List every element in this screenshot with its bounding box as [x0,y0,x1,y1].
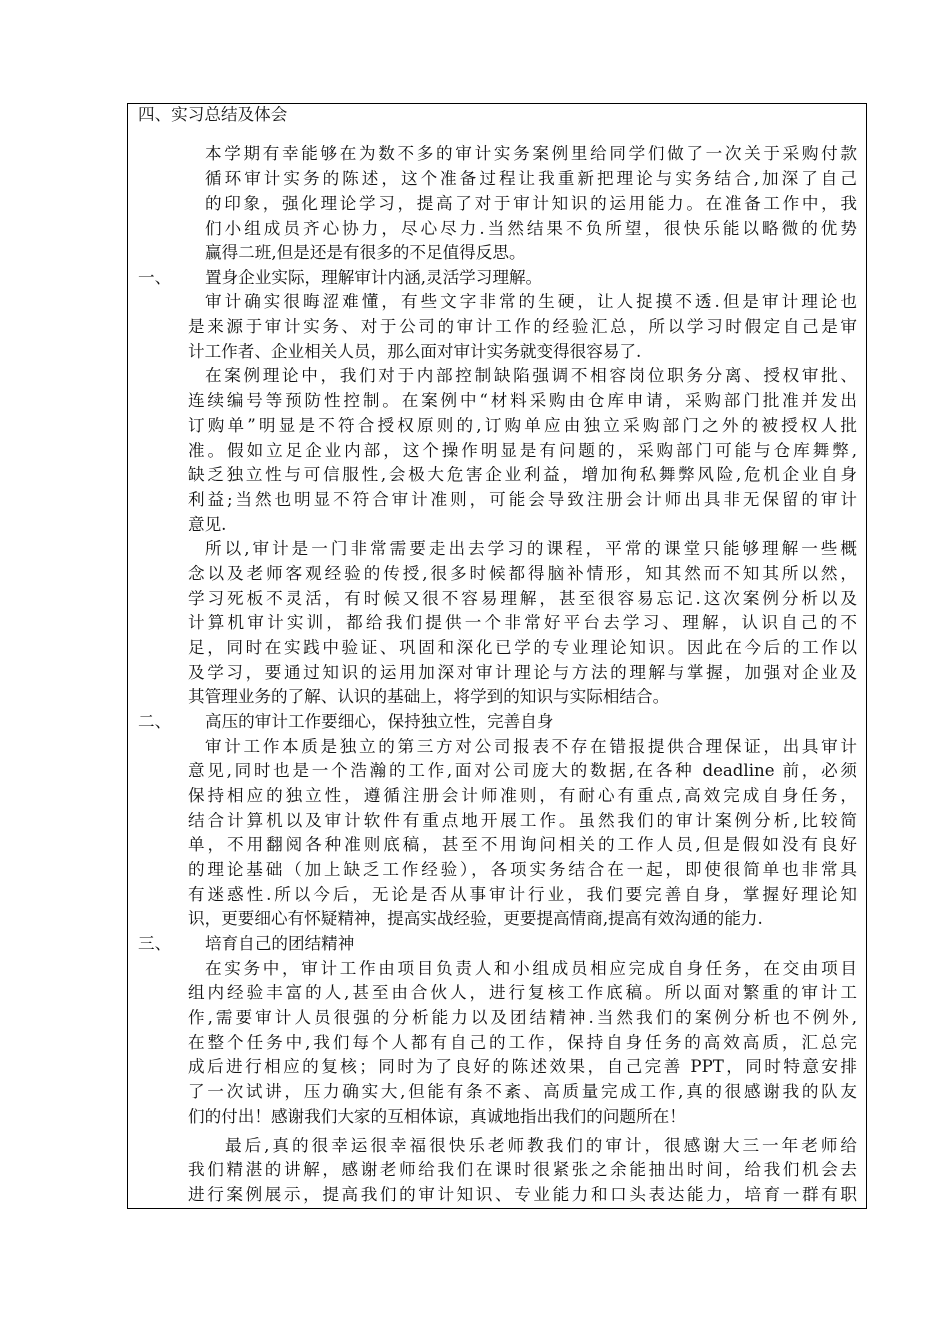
intro-line: 们小组成员齐心协力，尽心尽力.当然结果不负所望，很快乐能以略微的优势 [205,219,857,238]
closing-line: 进行案例展示，提高我们的审计知识、专业能力和口头表达能力，培育一群有职 [188,1185,857,1204]
point-number: 二、 [138,712,172,731]
paragraph-line: 订购单”明显是不符合授权原则的,订购单应由独立采购部门之外的被授权人批 [188,416,857,435]
paragraph-line: 利益;当然也明显不符合审计准则，可能会导致注册会计师出具非无保留的审计 [188,490,857,509]
paragraph-line: 成后进行相应的复核；同时为了良好的陈述效果，自己完善 PPT，同时特意安排 [188,1057,857,1076]
paragraph-line: 及学习，要通过知识的运用加深对审计理论与方法的理解与掌握，加强对企业及 [188,663,857,682]
paragraph-line: 其管理业务的了解、认识的基础上，将学到的知识与实际相结合。 [188,687,670,706]
intro-line: 本学期有幸能够在为数不多的审计实务案例里给同学们做了一次关于采购付款 [205,144,857,163]
section-title: 四、实习总结及体会 [138,105,288,124]
intro-line: 的印象，强化理论学习，提高了对于审计知识的运用能力。在准备工作中，我 [205,194,857,213]
point-heading: 高压的审计工作要细心，保持独立性，完善自身 [205,712,554,731]
paragraph-line: 连续编号等预防性控制。在案例中“材料采购由仓库申请，采购部门批准并发出 [188,391,857,410]
paragraph-line: 在实务中，审计工作由项目负责人和小组成员相应完成自身任务，在交由项目 [205,959,857,978]
point-heading: 培育自己的团结精神 [205,934,355,953]
paragraph-line: 意见. [188,515,227,534]
paragraph-line: 在整个任务中,我们每个人都有自己的工作，保持自身任务的高效高质，汇总完 [188,1033,857,1052]
paragraph-line: 在案例理论中，我们对于内部控制缺陷强调不相容岗位职务分离、授权审批、 [205,366,857,385]
paragraph-line: 计工作者、企业相关人员，那么面对审计实务就变得很容易了. [188,342,642,361]
paragraph-line: 所以,审计是一门非常需要走出去学习的课程，平常的课堂只能够理解一些概 [205,539,857,558]
paragraph-line: 准。假如立足企业内部，这个操作明显是有问题的，采购部门可能与仓库舞弊, [188,441,857,460]
paragraph-line: 了一次试讲，压力确实大,但能有条不紊、高质量完成工作,真的很感谢我的队友 [188,1082,857,1101]
paragraph-line: 审计确实很晦涩难懂，有些文字非常的生硬，让人捉摸不透.但是审计理论也 [205,292,857,311]
point-number: 三、 [138,934,172,953]
paragraph-line: 审计工作本质是独立的第三方对公司报表不存在错报提供合理保证，出具审计 [205,737,857,756]
paragraph-line: 们的付出！感谢我们大家的互相体谅，真诚地指出我们的问题所在！ [188,1107,686,1126]
closing-line: 我们精湛的讲解，感谢老师给我们在课时很紧张之余能抽出时间，给我们机会去 [188,1160,857,1179]
paragraph-line: 作,需要审计人员很强的分析能力以及团结精神.当然我们的案例分析也不例外, [188,1008,857,1027]
paragraph-line: 意见,同时也是一个浩瀚的工作,面对公司庞大的数据,在各种 deadline 前，必须 [188,761,857,780]
point-number: 一、 [138,268,172,287]
paragraph-line: 缺乏独立性与可信服性,会极大危害企业利益，增加徇私舞弊风险,危机企业自身 [188,465,857,484]
paragraph-line: 保持相应的独立性，遵循注册会计师准则，有耐心有重点,高效完成自身任务， [188,786,857,805]
intro-line: 赢得二班,但是还是有很多的不足值得反思。 [205,243,526,262]
paragraph-line: 念以及老师客观经验的传授,很多时候都得脑补情形，知其然而不知其所以然， [188,564,857,583]
closing-line: 最后,真的很幸运很幸福很快乐老师教我们的审计，很感谢大三一年老师给 [225,1136,857,1155]
paragraph-line: 学习死板不灵活，有时候又很不容易理解，甚至很容易忘记.这次案例分析以及 [188,589,857,608]
paragraph-line: 是来源于审计实务、对于公司的审计工作的经验汇总，所以学习时假定自己是审 [188,317,857,336]
paragraph-line: 的理论基础（加上缺乏工作经验），各项实务结合在一起，即使很简单也非常具 [188,860,857,879]
paragraph-line: 计算机审计实训，都给我们提供一个非常好平台去学习、理解，认识自己的不 [188,613,857,632]
point-heading: 置身企业实际，理解审计内涵,灵活学习理解。 [205,268,543,287]
paragraph-line: 组内经验丰富的人,甚至由合伙人，进行复核工作底稿。所以面对繁重的审计工 [188,983,857,1002]
intro-line: 循环审计实务的陈述，这个准备过程让我重新把理论与实务结合,加深了自己 [205,169,857,188]
paragraph-line: 识，更要细心有怀疑精神，提高实战经验，更要提高情商,提高有效沟通的能力. [188,909,763,928]
paragraph-line: 单，不用翻阅各种准则底稿，甚至不用询问相关的工作人员,但是假如没有良好 [188,835,857,854]
paragraph-line: 足，同时在实践中验证、巩固和深化已学的专业理论知识。因此在今后的工作以 [188,638,857,657]
paragraph-line: 有迷惑性.所以今后，无论是否从事审计行业，我们要完善自身，掌握好理论知 [188,885,857,904]
paragraph-line: 结合计算机以及审计软件有重点地开展工作。虽然我们的审计案例分析,比较简 [188,811,857,830]
